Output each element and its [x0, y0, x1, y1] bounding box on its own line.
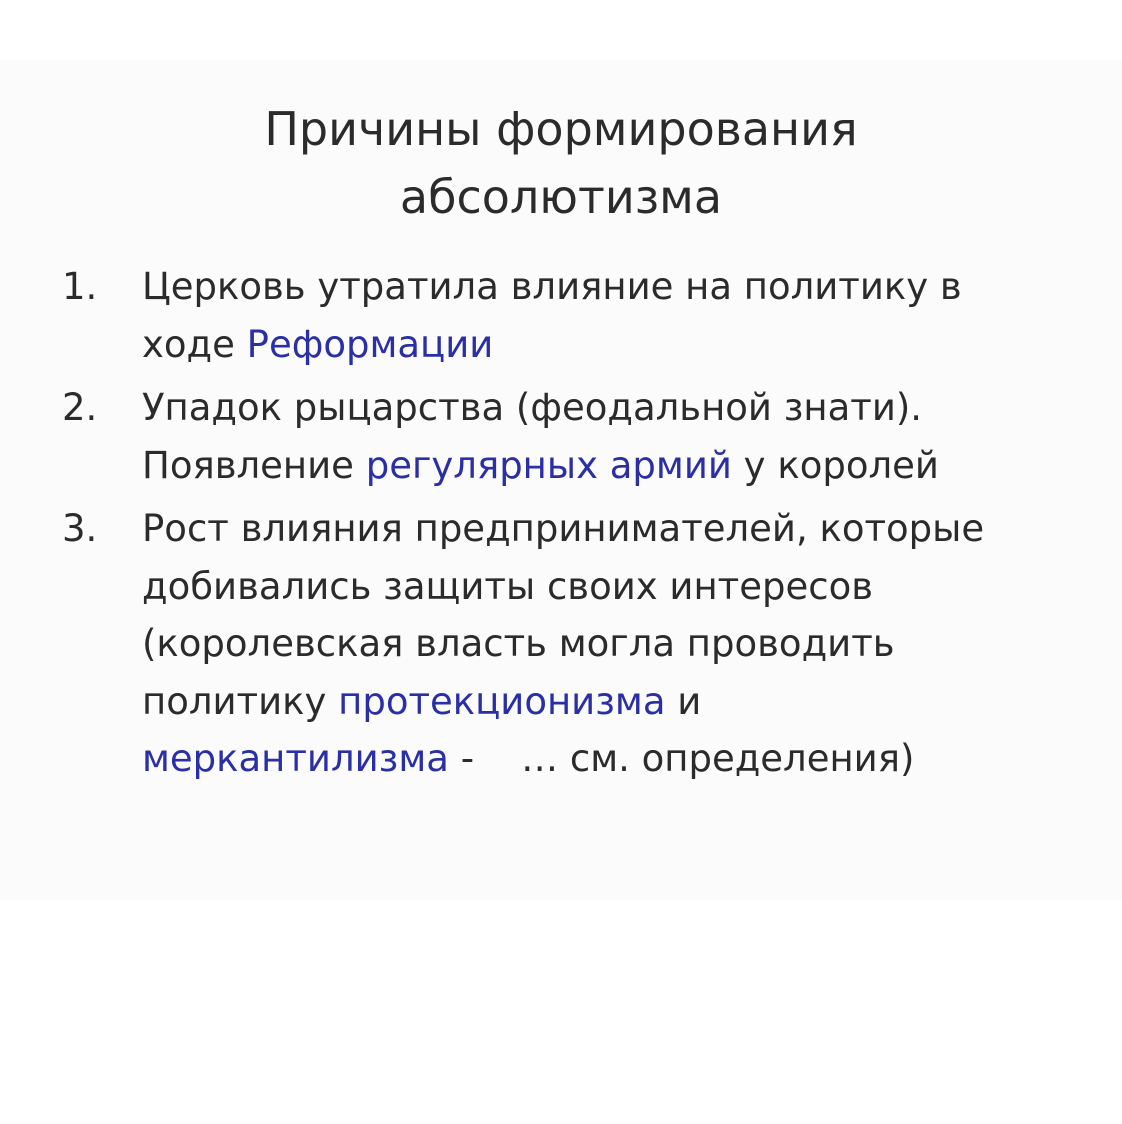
line-text: Появление: [142, 443, 366, 487]
highlight-term: протекционизма: [338, 679, 666, 723]
item-number: 3.: [62, 507, 98, 550]
item-line: Церковь утратила влияние на политику в: [142, 265, 962, 308]
item-line: Рост влияния предпринимателей, которые: [142, 507, 985, 550]
line-text: политику: [142, 679, 339, 723]
reasons-list: [62, 258, 1102, 794]
item-line: [142, 316, 1102, 374]
highlight-term: меркантилизма: [142, 737, 449, 780]
highlight-term: Реформации: [246, 322, 494, 366]
line-text: - … см. определения): [448, 737, 915, 780]
line-text: у королей: [731, 443, 939, 487]
item-number: 2.: [62, 386, 98, 429]
title-line-2: абсолютизма: [399, 170, 723, 224]
title-line-1: Причины формирования: [264, 102, 858, 156]
item-line: [142, 673, 1102, 731]
item-line: Упадок рыцарства (феодальной знати).: [142, 386, 923, 429]
page-title: [0, 95, 1122, 231]
item-line: (королевская власть могла проводить: [142, 622, 895, 665]
line-text: и: [665, 679, 702, 723]
item-number: 1.: [62, 265, 98, 308]
item-line: добивались защиты своих интересов: [142, 564, 874, 608]
list-item: [62, 258, 1102, 373]
list-item: [62, 379, 1102, 494]
item-line: [142, 730, 1102, 788]
highlight-term: регулярных армий: [365, 443, 732, 487]
list-item: [62, 500, 1102, 788]
line-text: ходе: [142, 322, 247, 366]
item-line: [142, 437, 1102, 495]
